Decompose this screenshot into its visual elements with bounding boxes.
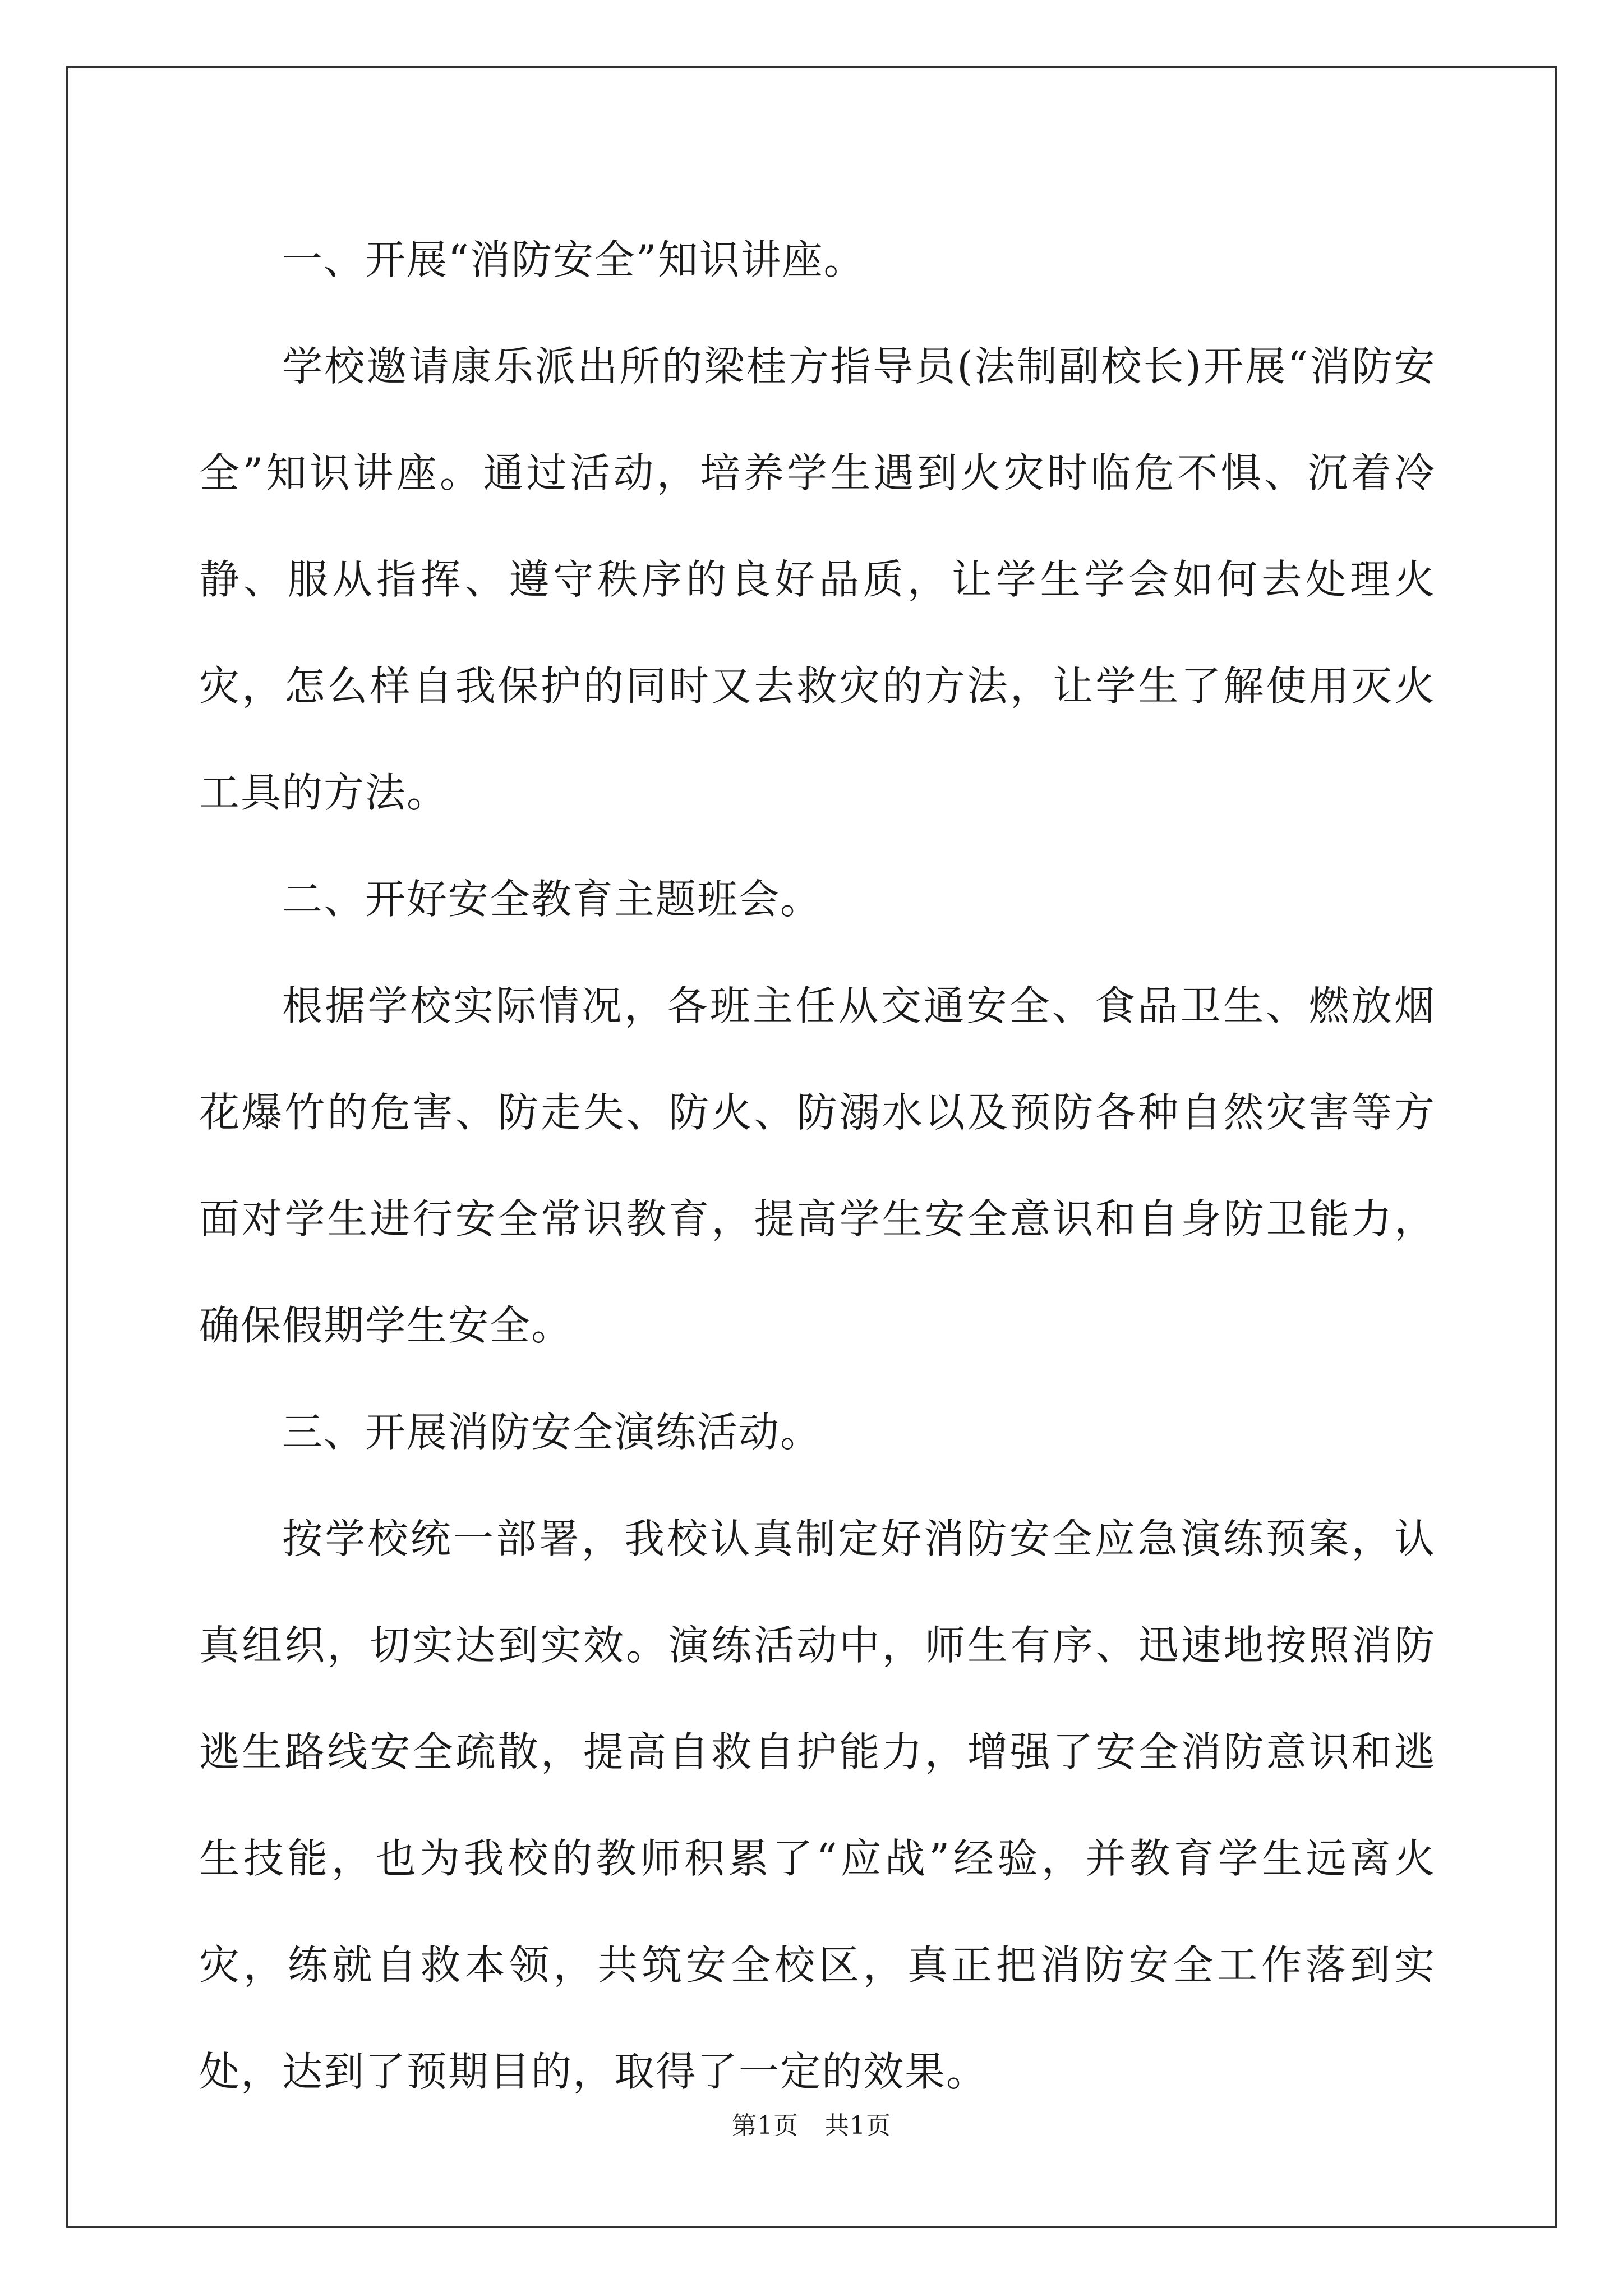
page-number-total: 共1页: [824, 2111, 891, 2140]
page-footer: [0, 2109, 1623, 2143]
paragraph-3: 按学校统一部署，我校认真制定好消防安全应急演练预案，认真组织，切实达到实效。演练活动中，师生有序、迅速地按照消防逃生路线安全疏散，提高自救自护能力，增强了安全消防意识和逃生技能，也为我校的教师积累了“应战”经验，并教育学生远离火灾，练就自救本领，共筑安全校区，真正把消防安全工作落到实处，达到了预期目的，取得了一定的效果。: [199, 1515, 1436, 2095]
document-body: [199, 206, 1436, 2125]
page-number-current: 第1页: [732, 2111, 799, 2140]
paragraph-1: 学校邀请康乐派出所的梁桂方指导员(法制副校长)开展“消防安全”知识讲座。通过活动，培养学生遇到火灾时临危不惧、沉着冷静、服从指挥、遵守秩序的良好品质，让学生学会如何去处理火灾，怎么样自我保护的同时又去救灾的方法，让学生了解使用灭火工具的方法。: [199, 343, 1436, 816]
section-heading-3: 三、开展消防安全演练活动。: [282, 1409, 822, 1456]
section-heading-2: 二、开好安全教育主题班会。: [282, 876, 822, 923]
paragraph-2: 根据学校实际情况，各班主任从交通安全、食品卫生、燃放烟花爆竹的危害、防走失、防火、防溺水以及预防各种自然灾害等方面对学生进行安全常识教育，提高学生安全意识和自身防卫能力，确保假期学生安全。: [199, 982, 1436, 1349]
section-heading-1: 一、开展“消防安全”知识讲座。: [282, 236, 865, 283]
